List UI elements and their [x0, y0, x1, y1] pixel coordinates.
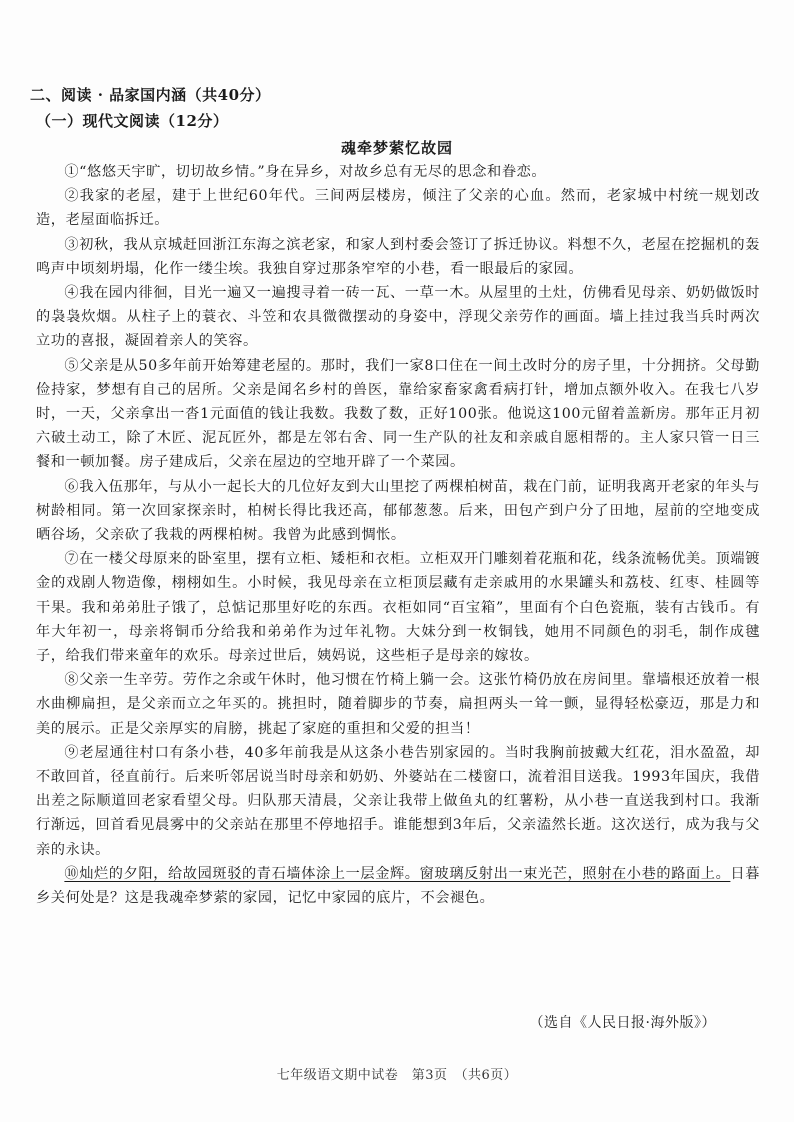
article-source: （选自《人民日报·海外版》） — [529, 1015, 716, 1031]
underlined-sentence: ⑩灿烂的夕阳，给故园斑驳的青石墙体涂上一层金辉。窗玻璃反射出一束光芒，照射在小巷的路面上。 — [64, 865, 731, 882]
paragraph-3: ③初秋，我从京城赶回浙江东海之滨老家，和家人到村委会签订了拆迁协议。料想不久，老屋在挖掘机的轰鸣声中顷刻坍塌，化作一缕尘埃。我独自穿过那条窄窄的小巷，看一眼最后的家园。 — [36, 236, 760, 277]
paragraph-5: ⑤父亲是从50多年前开始筹建老屋的。那时，我们一家8口住在一间土改时分的房子里，十分拥挤。父母勤俭持家，梦想有自己的居所。父亲是闻名乡村的兽医，靠给家畜家禽看病打针，增加点额外收入。在我七八岁时，一天，父亲拿出一沓1元面值的钱让我数。我数了数，正好100张。他说这100元留着盖新房。那年正月初六破土动工，除了木匠、泥瓦匠外，都是左邻右舍、同一生产队的社友和亲戚自愿相帮的。主人家只管一日三餐和一顿加餐。房子建成后，父亲在屋边的空地开辟了一个菜园。 — [36, 357, 760, 471]
paragraph-10-rest: 日暮乡关何处是？这是我魂牵梦萦的家园，记忆中家园的底片，不会褪色。 — [36, 865, 760, 907]
paragraph-10 — [36, 862, 760, 910]
page-footer: 七年级语文期中试卷 第3页 （共6页） — [276, 1068, 518, 1083]
paragraph-4: ④我在园内徘徊，目光一遍又一遍搜寻着一砖一瓦、一草一木。从屋里的土灶，仿佛看见母亲、奶奶做饭时的袅袅炊烟。从柱子上的蓑衣、斗笠和农具微微摆动的身姿中，浮现父亲劳作的画面。墙上挂过我当兵时两次立功的喜报，凝固着亲人的笑容。 — [36, 285, 760, 350]
paragraph-7: ⑦在一楼父母原来的卧室里，摆有立柜、矮柜和衣柜。立柜双开门雕刻着花瓶和花，线条流畅优美。顶端镀金的戏剧人物造像，栩栩如生。小时候，我见母亲在立柜顶层藏有走亲戚用的水果罐头和荔枝、红枣、桂圆等干果。我和弟弟肚子饿了，总惦记那里好吃的东西。衣柜如同“百宝箱”，里面有个白色瓷瓶，装有古钱币。有年大年初一，母亲将铜币分给我和弟弟作为过年礼物。大妹分到一枚铜钱，她用不同颜色的羽毛，制作成毽子，给我们带来童年的欢乐。母亲过世后，姨妈说，这些柜子是母亲的嫁妆。 — [36, 551, 760, 665]
article-body — [36, 160, 760, 910]
article-title: 魂牵梦萦忆故园 — [340, 139, 453, 157]
section-title: 二、阅读 · 品家国内涵（共40分） — [30, 86, 271, 104]
subsection-title: （一）现代文阅读（12分） — [36, 112, 229, 130]
paragraph-2: ②我家的老屋，建于上世纪60年代。三间两层楼房，倾注了父亲的心血。然而，老家城中村统一规划改造，老屋面临拆迁。 — [36, 188, 760, 229]
paragraph-8: ⑧父亲一生辛劳。劳作之余或午休时，他习惯在竹椅上躺一会。这张竹椅仍放在房间里。靠墙根还放着一根水曲柳扁担，是父亲而立之年买的。挑担时，随着脚步的节奏，扁担两头一耸一颤，显得轻松豪迈，那是力和美的展示。正是父亲厚实的肩膀，挑起了家庭的重担和父爱的担当！ — [36, 672, 760, 737]
paragraph-1: ①“悠悠天宇旷，切切故乡情。”身在异乡，对故乡总有无尽的思念和眷恋。 — [64, 164, 547, 180]
paragraph-6: ⑥我入伍那年，与从小一起长大的几位好友到大山里挖了两棵柏树苗，栽在门前，证明我离开老家的年头与树龄相同。第一次回家探亲时，柏树长得比我还高，郁郁葱葱。后来，田包产到户分了田地，屋前的空地变成晒谷场，父亲砍了我栽的两棵柏树。我曾为此感到惆怅。 — [36, 478, 760, 544]
paragraph-9: ⑨老屋通往村口有条小巷，40多年前我是从这条小巷告别家园的。当时我胸前披戴大红花，泪水盈盈，却不敢回首，径直前行。后来听邻居说当时母亲和奶奶、外婆站在二楼窗口，流着泪目送我。1993年国庆，我借出差之际顺道回老家看望父母。归队那天清晨，父亲让我带上做鱼丸的红薯粉，从小巷一直送我到村口。我渐行渐远，回首看见晨雾中的父亲站在那里不停地招手。谁能想到3年后，父亲溘然长逝。这次送行，成为我与父亲的永诀。 — [36, 744, 760, 858]
